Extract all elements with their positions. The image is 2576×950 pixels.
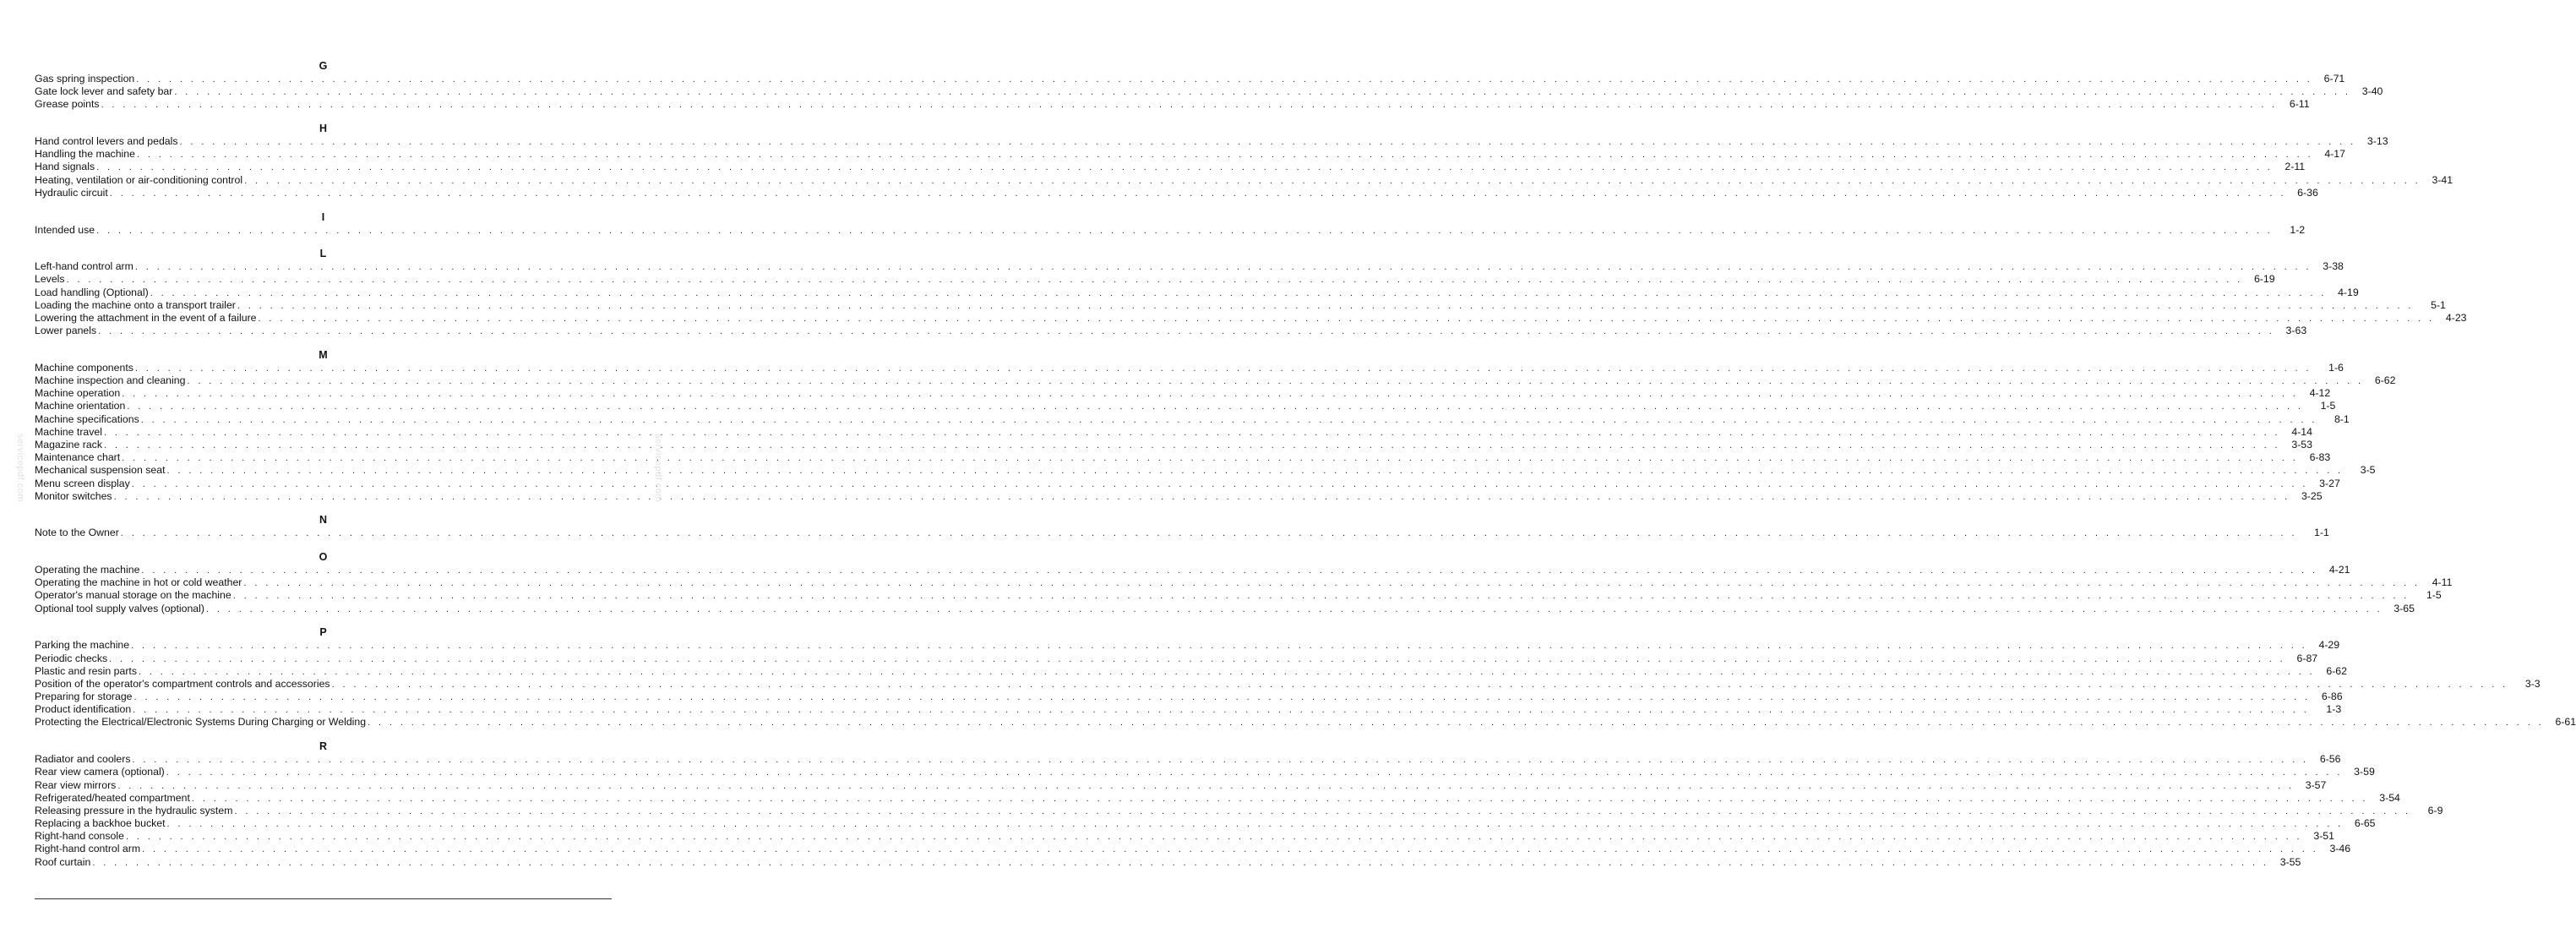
index-entry: [35, 753, 2341, 766]
entry-page-number: 6-56: [2319, 753, 2341, 766]
index-entry: [35, 589, 2442, 602]
entry-page-number: 1-6: [2328, 361, 2344, 374]
dot-leader: . . . . . . . . . . . . . . . . . . . . . . . . . . . . . . . . . . . . . . . . . . . . . . . . . . . . . . . . . . . . . . . . . . . . . . . . . . . . . . . . . . . . . . . . . . . . . . . . . . . . . . . . . . . . . . . . . . . . . . . . . . . . . . . . . . . . . . . . . . . . . . . . . . . . . . . . . . . . . . . . . . . . . . . . . . . . . . . . . . . . . . . . . . . . . . . . . . . . . . . .: [331, 679, 2508, 690]
index-entry: [35, 602, 2415, 615]
entry-label: Position of the operator's compartment controls and accessories: [35, 677, 330, 690]
dot-leader: . . . . . . . . . . . . . . . . . . . . . . . . . . . . . . . . . . . . . . . . . . . . . . . . . . . . . . . . . . . . . . . . . . . . . . . . . . . . . . . . . . . . . . . . . . . . . . . . . . . . . . . . . . . . . . . . . . . . . . . . . . . . . . . . . . . . . . . . . . . . . . . . . . . . . . . . . . . . . . . . . . . . . . . . . . . . . . . . . . . . . . . . . . . . . . . . . . . . . . . .: [141, 565, 2318, 576]
entry-page-number: 3-53: [2291, 438, 2312, 450]
entry-page-number: 3-55: [2279, 855, 2301, 868]
index-entry: [35, 716, 2576, 729]
section-letter: N: [319, 514, 328, 527]
index-entry: [35, 778, 2327, 792]
entry-page-number: 6-83: [2309, 451, 2331, 464]
entry-page-number: 6-86: [2321, 691, 2343, 703]
entry-page-number: 4-17: [2324, 148, 2345, 161]
entry-page-number: 6-36: [2297, 186, 2318, 199]
index-entry: [35, 438, 2312, 451]
entry-page-number: 3-54: [2379, 791, 2400, 804]
entry-label: Hydraulic circuit: [35, 186, 108, 199]
dot-leader: . . . . . . . . . . . . . . . . . . . . . . . . . . . . . . . . . . . . . . . . . . . . . . . . . . . . . . . . . . . . . . . . . . . . . . . . . . . . . . . . . . . . . . . . . . . . . . . . . . . . . . . . . . . . . . . . . . . . . . . . . . . . . . . . . . . . . . . . . . . . . . . . . . . . . . . . . . . . . . . . . . . . . . . . . . . . . . . . . . . . . . . . . . . . . . . . . . . . . . . .: [134, 262, 2312, 273]
dot-leader: . . . . . . . . . . . . . . . . . . . . . . . . . . . . . . . . . . . . . . . . . . . . . . . . . . . . . . . . . . . . . . . . . . . . . . . . . . . . . . . . . . . . . . . . . . . . . . . . . . . . . . . . . . . . . . . . . . . . . . . . . . . . . . . . . . . . . . . . . . . . . . . . . . . . . . . . . . . . . . . . . . . . . . . . . . . . . . . . . . . . . . . . . . . . . . . . . . . . . . . .: [243, 578, 2421, 589]
index-entry: [35, 387, 2331, 400]
index-entry: [35, 161, 2306, 173]
dot-leader: . . . . . . . . . . . . . . . . . . . . . . . . . . . . . . . . . . . . . . . . . . . . . . . . . . . . . . . . . . . . . . . . . . . . . . . . . . . . . . . . . . . . . . . . . . . . . . . . . . . . . . . . . . . . . . . . . . . . . . . . . . . . . . . . . . . . . . . . . . . . . . . . . . . . . . . . . . . . . . . . . . . . . . . . . . . . . . . . . . . . . . . . . . . . . . . . . . . . . . . .: [179, 137, 2356, 148]
index-entry: [35, 766, 2375, 778]
entry-label: Levels: [35, 273, 65, 286]
dot-leader: . . . . . . . . . . . . . . . . . . . . . . . . . . . . . . . . . . . . . . . . . . . . . . . . . . . . . . . . . . . . . . . . . . . . . . . . . . . . . . . . . . . . . . . . . . . . . . . . . . . . . . . . . . . . . . . . . . . . . . . . . . . . . . . . . . . . . . . . . . . . . . . . . . . . . . . . . . . . . . . . . . . . . . . . . . . . . . . . . . . . . . . . . . . . . . . . . . . . . . . .: [101, 100, 2278, 111]
entry-page-number: 5-1: [2431, 298, 2446, 311]
index-entry: [35, 652, 2318, 665]
section-gap: [35, 112, 612, 123]
index-entry: [35, 477, 2340, 490]
entry-page-number: 4-29: [2318, 639, 2340, 652]
entry-page-number: 1-5: [2320, 400, 2336, 412]
entry-label: Hand control levers and pedals: [35, 135, 178, 148]
entry-page-number: 3-40: [2361, 85, 2383, 98]
entry-label: Protecting the Electrical/Electronic Systems During Charging or Welding: [35, 716, 367, 729]
entry-page-number: 3-41: [2432, 173, 2453, 186]
index-section-n: [35, 514, 2329, 539]
entry-page-number: 1-5: [2426, 589, 2442, 602]
section-gap: [35, 337, 612, 349]
index-entry: [35, 703, 2342, 716]
entry-label: Roof curtain: [35, 855, 91, 868]
dot-leader: . . . . . . . . . . . . . . . . . . . . . . . . . . . . . . . . . . . . . . . . . . . . . . . . . . . . . . . . . . . . . . . . . . . . . . . . . . . . . . . . . . . . . . . . . . . . . . . . . . . . . . . . . . . . . . . . . . . . . . . . . . . . . . . . . . . . . . . . . . . . . . . . . . . . . . . . . . . . . . . . . . . . . . . . . . . . . . . . . . . . . . . . . . . . . . . . . . . . . . . .: [244, 175, 2421, 186]
section-gap: [35, 615, 612, 627]
entry-page-number: 1-2: [2290, 223, 2306, 236]
index-entry: [35, 564, 2350, 576]
entry-page-number: 6-11: [2289, 98, 2310, 111]
entry-label: Machine operation: [35, 387, 121, 400]
entry-label: Rear view mirrors: [35, 778, 117, 791]
entry-page-number: 3-3: [2524, 677, 2541, 690]
dot-leader: . . . . . . . . . . . . . . . . . . . . . . . . . . . . . . . . . . . . . . . . . . . . . . . . . . . . . . . . . . . . . . . . . . . . . . . . . . . . . . . . . . . . . . . . . . . . . . . . . . . . . . . . . . . . . . . . . . . . . . . . . . . . . . . . . . . . . . . . . . . . . . . . . . . . . . . . . . . . . . . . . . . . . . . . . . . . . . . . . . . . . . . . . . . . . . . . . . . . . . . .: [205, 603, 2383, 614]
dot-leader: . . . . . . . . . . . . . . . . . . . . . . . . . . . . . . . . . . . . . . . . . . . . . . . . . . . . . . . . . . . . . . . . . . . . . . . . . . . . . . . . . . . . . . . . . . . . . . . . . . . . . . . . . . . . . . . . . . . . . . . . . . . . . . . . . . . . . . . . . . . . . . . . . . . . . . . . . . . . . . . . . . . . . . . . . . . . . . . . . . . . . . . . . . . . . . . . . . . . . . . .: [96, 162, 2274, 173]
index-entry: [35, 311, 2467, 325]
section-gap: [35, 503, 612, 515]
entry-page-number: 6-9: [2427, 804, 2443, 816]
index-section-p: [35, 626, 2576, 729]
entry-label: Operator's manual storage on the machine: [35, 589, 231, 602]
dot-leader: . . . . . . . . . . . . . . . . . . . . . . . . . . . . . . . . . . . . . . . . . . . . . . . . . . . . . . . . . . . . . . . . . . . . . . . . . . . . . . . . . . . . . . . . . . . . . . . . . . . . . . . . . . . . . . . . . . . . . . . . . . . . . . . . . . . . . . . . . . . . . . . . . . . . . . . . . . . . . . . . . . . . . . . . . . . . . . . . . . . . . . . . . . . . . . . . . . . . . . . .: [122, 453, 2299, 464]
entry-label: Machine specifications: [35, 412, 139, 425]
index-entry: [35, 791, 2400, 805]
index-entry: [35, 830, 2334, 843]
entry-page-number: 3-27: [2319, 477, 2340, 489]
dot-leader: . . . . . . . . . . . . . . . . . . . . . . . . . . . . . . . . . . . . . . . . . . . . . . . . . . . . . . . . . . . . . . . . . . . . . . . . . . . . . . . . . . . . . . . . . . . . . . . . . . . . . . . . . . . . . . . . . . . . . . . . . . . . . . . . . . . . . . . . . . . . . . . . . . . . . . . . . . . . . . . . . . . . . . . . . . . . . . . . . . . . . . . . . . . . . . . . . . . . . . . .: [368, 718, 2545, 729]
section-letter: P: [319, 626, 327, 639]
entry-label: Replacing a backhoe bucket: [35, 817, 166, 830]
footer-rule: [35, 898, 612, 899]
entry-page-number: 6-19: [2253, 273, 2275, 286]
dot-leader: . . . . . . . . . . . . . . . . . . . . . . . . . . . . . . . . . . . . . . . . . . . . . . . . . . . . . . . . . . . . . . . . . . . . . . . . . . . . . . . . . . . . . . . . . . . . . . . . . . . . . . . . . . . . . . . . . . . . . . . . . . . . . . . . . . . . . . . . . . . . . . . . . . . . . . . . . . . . . . . . . . . . . . . . . . . . . . . . . . . . . . . . . . . . . . . . . . . . . . . .: [237, 300, 2414, 311]
index-entry: [35, 464, 2376, 477]
entry-label: Periodic checks: [35, 652, 108, 664]
dot-leader: . . . . . . . . . . . . . . . . . . . . . . . . . . . . . . . . . . . . . . . . . . . . . . . . . . . . . . . . . . . . . . . . . . . . . . . . . . . . . . . . . . . . . . . . . . . . . . . . . . . . . . . . . . . . . . . . . . . . . . . . . . . . . . . . . . . . . . . . . . . . . . . . . . . . . . . . . . . . . . . . . . . . . . . . . . . . . . . . . . . . . . . . . . . . . . . . . . . . . . . .: [150, 287, 2327, 298]
dot-leader: . . . . . . . . . . . . . . . . . . . . . . . . . . . . . . . . . . . . . . . . . . . . . . . . . . . . . . . . . . . . . . . . . . . . . . . . . . . . . . . . . . . . . . . . . . . . . . . . . . . . . . . . . . . . . . . . . . . . . . . . . . . . . . . . . . . . . . . . . . . . . . . . . . . . . . . . . . . . . . . . . . . . . . . . . . . . . . . . . . . . . . . . . . . . . . . . . . . . . . . .: [131, 641, 2308, 652]
entry-page-number: 6-65: [2354, 817, 2376, 830]
entry-page-number: 6-61: [2555, 716, 2576, 729]
entry-page-number: 4-11: [2432, 576, 2453, 589]
index-section-g: [35, 60, 2383, 112]
dot-leader: . . . . . . . . . . . . . . . . . . . . . . . . . . . . . . . . . . . . . . . . . . . . . . . . . . . . . . . . . . . . . . . . . . . . . . . . . . . . . . . . . . . . . . . . . . . . . . . . . . . . . . . . . . . . . . . . . . . . . . . . . . . . . . . . . . . . . . . . . . . . . . . . . . . . . . . . . . . . . . . . . . . . . . . . . . . . . . . . . . . . . . . . . . . . . . . . . . . . . . . .: [140, 414, 2317, 425]
entry-page-number: 8-1: [2334, 412, 2350, 425]
dot-leader: . . . . . . . . . . . . . . . . . . . . . . . . . . . . . . . . . . . . . . . . . . . . . . . . . . . . . . . . . . . . . . . . . . . . . . . . . . . . . . . . . . . . . . . . . . . . . . . . . . . . . . . . . . . . . . . . . . . . . . . . . . . . . . . . . . . . . . . . . . . . . . . . . . . . . . . . . . . . . . . . . . . . . . . . . . . . . . . . . . . . . . . . . . . . . . . . . . . . . . . .: [133, 692, 2311, 703]
index-entry: [35, 325, 2307, 337]
entry-page-number: 3-65: [2394, 602, 2415, 614]
section-letter: M: [319, 348, 328, 361]
entry-label: Machine components: [35, 361, 133, 374]
entry-page-number: 6-71: [2323, 73, 2345, 85]
section-letter: R: [319, 740, 328, 753]
entry-page-number: 4-21: [2328, 564, 2350, 576]
watermark-right: servicepdf.com: [653, 434, 663, 502]
section-gap: [35, 237, 612, 248]
entry-label: Note to the Owner: [35, 527, 119, 539]
index-entry: [35, 691, 2343, 703]
section-letter: L: [319, 248, 327, 260]
entry-page-number: 3-13: [2366, 135, 2388, 148]
entry-page-number: 1-3: [2326, 703, 2342, 716]
index-entry: [35, 451, 2331, 464]
index-entry: [35, 804, 2443, 817]
entry-label: Preparing for storage: [35, 691, 133, 703]
dot-leader: . . . . . . . . . . . . . . . . . . . . . . . . . . . . . . . . . . . . . . . . . . . . . . . . . . . . . . . . . . . . . . . . . . . . . . . . . . . . . . . . . . . . . . . . . . . . . . . . . . . . . . . . . . . . . . . . . . . . . . . . . . . . . . . . . . . . . . . . . . . . . . . . . . . . . . . . . . . . . . . . . . . . . . . . . . . . . . . . . . . . . . . . . . . . . . . . . . . . . . . .: [166, 767, 2343, 778]
dot-leader: . . . . . . . . . . . . . . . . . . . . . . . . . . . . . . . . . . . . . . . . . . . . . . . . . . . . . . . . . . . . . . . . . . . . . . . . . . . . . . . . . . . . . . . . . . . . . . . . . . . . . . . . . . . . . . . . . . . . . . . . . . . . . . . . . . . . . . . . . . . . . . . . . . . . . . . . . . . . . . . . . . . . . . . . . . . . . . . . . . . . . . . . . . . . . . . . . . . . . . . .: [125, 832, 2302, 843]
entry-page-number: 1-1: [2314, 527, 2329, 539]
section-letter: O: [319, 551, 328, 564]
entry-page-number: 3-57: [2305, 778, 2327, 791]
index-entry: [35, 400, 2336, 412]
entry-label: Maintenance chart: [35, 451, 121, 464]
index-entry: [35, 223, 2306, 237]
index-entry: [35, 85, 2383, 98]
dot-leader: . . . . . . . . . . . . . . . . . . . . . . . . . . . . . . . . . . . . . . . . . . . . . . . . . . . . . . . . . . . . . . . . . . . . . . . . . . . . . . . . . . . . . . . . . . . . . . . . . . . . . . . . . . . . . . . . . . . . . . . . . . . . . . . . . . . . . . . . . . . . . . . . . . . . . . . . . . . . . . . . . . . . . . . . . . . . . . . . . . . . . . . . . . . . . . . . . . . . . . . .: [187, 376, 2364, 386]
index-entry: [35, 817, 2376, 830]
index-section-i: [35, 210, 2306, 237]
index-entry: [35, 677, 2541, 691]
entry-label: Gate lock lever and safety bar: [35, 85, 173, 98]
section-gap: [35, 199, 612, 211]
entry-label: Load handling (Optional): [35, 286, 149, 298]
entry-label: Magazine rack: [35, 438, 102, 450]
dot-leader: . . . . . . . . . . . . . . . . . . . . . . . . . . . . . . . . . . . . . . . . . . . . . . . . . . . . . . . . . . . . . . . . . . . . . . . . . . . . . . . . . . . . . . . . . . . . . . . . . . . . . . . . . . . . . . . . . . . . . . . . . . . . . . . . . . . . . . . . . . . . . . . . . . . . . . . . . . . . . . . . . . . . . . . . . . . . . . . . . . . . . . . . . . . . . . . . . . . . . . . .: [127, 401, 2304, 412]
entry-label: Lower panels: [35, 325, 97, 337]
index-entry: [35, 98, 2310, 111]
index-entry: [35, 135, 2388, 148]
entry-page-number: 3-38: [2323, 260, 2344, 273]
dot-leader: . . . . . . . . . . . . . . . . . . . . . . . . . . . . . . . . . . . . . . . . . . . . . . . . . . . . . . . . . . . . . . . . . . . . . . . . . . . . . . . . . . . . . . . . . . . . . . . . . . . . . . . . . . . . . . . . . . . . . . . . . . . . . . . . . . . . . . . . . . . . . . . . . . . . . . . . . . . . . . . . . . . . . . . . . . . . . . . . . . . . . . . . . . . . . . . . . . . . . . . .: [142, 844, 2319, 855]
dot-leader: . . . . . . . . . . . . . . . . . . . . . . . . . . . . . . . . . . . . . . . . . . . . . . . . . . . . . . . . . . . . . . . . . . . . . . . . . . . . . . . . . . . . . . . . . . . . . . . . . . . . . . . . . . . . . . . . . . . . . . . . . . . . . . . . . . . . . . . . . . . . . . . . . . . . . . . . . . . . . . . . . . . . . . . . . . . . . . . . . . . . . . . . . . . . . . . . . . . . . . . .: [113, 491, 2290, 502]
index-entry: [35, 148, 2345, 161]
index-entry: [35, 489, 2323, 503]
entry-label: Releasing pressure in the hydraulic system: [35, 804, 233, 816]
entry-label: Heating, ventilation or air-conditioning control: [35, 173, 243, 186]
dot-leader: . . . . . . . . . . . . . . . . . . . . . . . . . . . . . . . . . . . . . . . . . . . . . . . . . . . . . . . . . . . . . . . . . . . . . . . . . . . . . . . . . . . . . . . . . . . . . . . . . . . . . . . . . . . . . . . . . . . . . . . . . . . . . . . . . . . . . . . . . . . . . . . . . . . . . . . . . . . . . . . . . . . . . . . . . . . . . . . . . . . . . . . . . . . . . . . . . . . . . . . .: [166, 466, 2344, 477]
dot-leader: . . . . . . . . . . . . . . . . . . . . . . . . . . . . . . . . . . . . . . . . . . . . . . . . . . . . . . . . . . . . . . . . . . . . . . . . . . . . . . . . . . . . . . . . . . . . . . . . . . . . . . . . . . . . . . . . . . . . . . . . . . . . . . . . . . . . . . . . . . . . . . . . . . . . . . . . . . . . . . . . . . . . . . . . . . . . . . . . . . . . . . . . . . . . . . . . . . . . . . . .: [191, 793, 2368, 804]
index-entry: [35, 639, 2340, 652]
dot-leader: . . . . . . . . . . . . . . . . . . . . . . . . . . . . . . . . . . . . . . . . . . . . . . . . . . . . . . . . . . . . . . . . . . . . . . . . . . . . . . . . . . . . . . . . . . . . . . . . . . . . . . . . . . . . . . . . . . . . . . . . . . . . . . . . . . . . . . . . . . . . . . . . . . . . . . . . . . . . . . . . . . . . . . . . . . . . . . . . . . . . . . . . . . . . . . . . . . . . . . . .: [131, 478, 2308, 489]
dot-leader: . . . . . . . . . . . . . . . . . . . . . . . . . . . . . . . . . . . . . . . . . . . . . . . . . . . . . . . . . . . . . . . . . . . . . . . . . . . . . . . . . . . . . . . . . . . . . . . . . . . . . . . . . . . . . . . . . . . . . . . . . . . . . . . . . . . . . . . . . . . . . . . . . . . . . . . . . . . . . . . . . . . . . . . . . . . . . . . . . . . . . . . . . . . . . . . . . . . . . . . .: [103, 427, 2280, 438]
entry-label: Plastic and resin parts: [35, 664, 137, 677]
entry-label: Right-hand console: [35, 830, 124, 843]
entry-label: Gas spring inspection: [35, 73, 135, 85]
index-entry: [35, 173, 2453, 187]
dot-leader: . . . . . . . . . . . . . . . . . . . . . . . . . . . . . . . . . . . . . . . . . . . . . . . . . . . . . . . . . . . . . . . . . . . . . . . . . . . . . . . . . . . . . . . . . . . . . . . . . . . . . . . . . . . . . . . . . . . . . . . . . . . . . . . . . . . . . . . . . . . . . . . . . . . . . . . . . . . . . . . . . . . . . . . . . . . . . . . . . . . . . . . . . . . . . . . . . . . . . . . .: [109, 188, 2286, 199]
entry-page-number: 3-63: [2285, 325, 2307, 337]
dot-leader: . . . . . . . . . . . . . . . . . . . . . . . . . . . . . . . . . . . . . . . . . . . . . . . . . . . . . . . . . . . . . . . . . . . . . . . . . . . . . . . . . . . . . . . . . . . . . . . . . . . . . . . . . . . . . . . . . . . . . . . . . . . . . . . . . . . . . . . . . . . . . . . . . . . . . . . . . . . . . . . . . . . . . . . . . . . . . . . . . . . . . . . . . . . . . . . . . . . . . . . .: [66, 275, 2243, 286]
entry-label: Product identification: [35, 703, 132, 716]
entry-page-number: 4-23: [2445, 311, 2467, 324]
entry-page-number: 6-62: [2326, 664, 2347, 677]
entry-label: Menu screen display: [35, 477, 130, 489]
entry-page-number: 3-46: [2329, 843, 2351, 855]
entry-page-number: 4-19: [2338, 286, 2359, 298]
dot-leader: . . . . . . . . . . . . . . . . . . . . . . . . . . . . . . . . . . . . . . . . . . . . . . . . . . . . . . . . . . . . . . . . . . . . . . . . . . . . . . . . . . . . . . . . . . . . . . . . . . . . . . . . . . . . . . . . . . . . . . . . . . . . . . . . . . . . . . . . . . . . . . . . . . . . . . . . . . . . . . . . . . . . . . . . . . . . . . . . . . . . . . . . . . . . . . . . . . . . . . . .: [120, 528, 2297, 539]
entry-label: Grease points: [35, 98, 100, 111]
entry-label: Monitor switches: [35, 489, 112, 502]
dot-leader: . . . . . . . . . . . . . . . . . . . . . . . . . . . . . . . . . . . . . . . . . . . . . . . . . . . . . . . . . . . . . . . . . . . . . . . . . . . . . . . . . . . . . . . . . . . . . . . . . . . . . . . . . . . . . . . . . . . . . . . . . . . . . . . . . . . . . . . . . . . . . . . . . . . . . . . . . . . . . . . . . . . . . . . . . . . . . . . . . . . . . . . . . . . . . . . . . . . . . . . .: [92, 857, 2269, 868]
index-entry: [35, 527, 2329, 539]
dot-leader: . . . . . . . . . . . . . . . . . . . . . . . . . . . . . . . . . . . . . . . . . . . . . . . . . . . . . . . . . . . . . . . . . . . . . . . . . . . . . . . . . . . . . . . . . . . . . . . . . . . . . . . . . . . . . . . . . . . . . . . . . . . . . . . . . . . . . . . . . . . . . . . . . . . . . . . . . . . . . . . . . . . . . . . . . . . . . . . . . . . . . . . . . . . . . . . . . . . . . . . .: [132, 755, 2309, 766]
section-gap: [35, 540, 612, 552]
entry-page-number: 3-59: [2354, 766, 2375, 778]
entry-label: Mechanical suspension seat: [35, 464, 166, 477]
index-entry: [35, 73, 2345, 85]
entry-label: Operating the machine: [35, 564, 140, 576]
dot-leader: . . . . . . . . . . . . . . . . . . . . . . . . . . . . . . . . . . . . . . . . . . . . . . . . . . . . . . . . . . . . . . . . . . . . . . . . . . . . . . . . . . . . . . . . . . . . . . . . . . . . . . . . . . . . . . . . . . . . . . . . . . . . . . . . . . . . . . . . . . . . . . . . . . . . . . . . . . . . . . . . . . . . . . . . . . . . . . . . . . . . . . . . . . . . . . . . . . . . . . . .: [98, 326, 2275, 337]
entry-label: Intended use: [35, 223, 95, 236]
entry-page-number: 4-14: [2291, 425, 2312, 438]
index-entry: [35, 843, 2351, 855]
entry-label: Right-hand control arm: [35, 843, 141, 855]
entry-label: Parking the machine: [35, 639, 130, 652]
section-letter: G: [319, 60, 328, 72]
entry-label: Radiator and coolers: [35, 753, 131, 766]
dot-leader: . . . . . . . . . . . . . . . . . . . . . . . . . . . . . . . . . . . . . . . . . . . . . . . . . . . . . . . . . . . . . . . . . . . . . . . . . . . . . . . . . . . . . . . . . . . . . . . . . . . . . . . . . . . . . . . . . . . . . . . . . . . . . . . . . . . . . . . . . . . . . . . . . . . . . . . . . . . . . . . . . . . . . . . . . . . . . . . . . . . . . . . . . . . . . . . . . . . . . . . .: [122, 389, 2299, 400]
watermark-left: servicepdf.com: [15, 434, 25, 502]
section-letter: I: [321, 210, 325, 223]
index-section-l: [35, 248, 2467, 337]
entry-page-number: 6-87: [2296, 652, 2318, 664]
entry-label: Hand signals: [35, 161, 95, 173]
entry-label: Loading the machine onto a transport trailer: [35, 298, 236, 311]
dot-leader: . . . . . . . . . . . . . . . . . . . . . . . . . . . . . . . . . . . . . . . . . . . . . . . . . . . . . . . . . . . . . . . . . . . . . . . . . . . . . . . . . . . . . . . . . . . . . . . . . . . . . . . . . . . . . . . . . . . . . . . . . . . . . . . . . . . . . . . . . . . . . . . . . . . . . . . . . . . . . . . . . . . . . . . . . . . . . . . . . . . . . . . . . . . . . . . . . . . . . . . .: [136, 150, 2313, 161]
entry-page-number: 3-25: [2301, 489, 2323, 502]
index-entry: [35, 412, 2350, 426]
dot-leader: . . . . . . . . . . . . . . . . . . . . . . . . . . . . . . . . . . . . . . . . . . . . . . . . . . . . . . . . . . . . . . . . . . . . . . . . . . . . . . . . . . . . . . . . . . . . . . . . . . . . . . . . . . . . . . . . . . . . . . . . . . . . . . . . . . . . . . . . . . . . . . . . . . . . . . . . . . . . . . . . . . . . . . . . . . . . . . . . . . . . . . . . . . . . . . . . . . . . . . . .: [96, 225, 2274, 236]
index-entry: [35, 855, 2301, 869]
section-gap: [35, 729, 612, 741]
index-entry: [35, 664, 2347, 678]
entry-label: Machine travel: [35, 425, 102, 438]
index-entry: [35, 298, 2446, 312]
entry-label: Optional tool supply valves (optional): [35, 602, 204, 614]
section-letter: H: [319, 123, 328, 135]
entry-label: Refrigerated/heated compartment: [35, 791, 190, 804]
index-entry: [35, 425, 2312, 439]
dot-leader: . . . . . . . . . . . . . . . . . . . . . . . . . . . . . . . . . . . . . . . . . . . . . . . . . . . . . . . . . . . . . . . . . . . . . . . . . . . . . . . . . . . . . . . . . . . . . . . . . . . . . . . . . . . . . . . . . . . . . . . . . . . . . . . . . . . . . . . . . . . . . . . . . . . . . . . . . . . . . . . . . . . . . . . . . . . . . . . . . . . . . . . . . . . . . . . . . . . . . . . .: [258, 313, 2435, 324]
entry-page-number: 4-12: [2309, 387, 2331, 400]
index-section-o: [35, 551, 2453, 615]
entry-page-number: 2-11: [2285, 161, 2306, 173]
entry-label: Operating the machine in hot or cold weather: [35, 576, 242, 589]
entry-page-number: 3-51: [2313, 830, 2334, 843]
dot-leader: . . . . . . . . . . . . . . . . . . . . . . . . . . . . . . . . . . . . . . . . . . . . . . . . . . . . . . . . . . . . . . . . . . . . . . . . . . . . . . . . . . . . . . . . . . . . . . . . . . . . . . . . . . . . . . . . . . . . . . . . . . . . . . . . . . . . . . . . . . . . . . . . . . . . . . . . . . . . . . . . . . . . . . . . . . . . . . . . . . . . . . . . . . . . . . . . . . . . . . . .: [138, 666, 2315, 677]
dot-leader: . . . . . . . . . . . . . . . . . . . . . . . . . . . . . . . . . . . . . . . . . . . . . . . . . . . . . . . . . . . . . . . . . . . . . . . . . . . . . . . . . . . . . . . . . . . . . . . . . . . . . . . . . . . . . . . . . . . . . . . . . . . . . . . . . . . . . . . . . . . . . . . . . . . . . . . . . . . . . . . . . . . . . . . . . . . . . . . . . . . . . . . . . . . . . . . . . . . . . . . .: [134, 363, 2312, 374]
dot-leader: . . . . . . . . . . . . . . . . . . . . . . . . . . . . . . . . . . . . . . . . . . . . . . . . . . . . . . . . . . . . . . . . . . . . . . . . . . . . . . . . . . . . . . . . . . . . . . . . . . . . . . . . . . . . . . . . . . . . . . . . . . . . . . . . . . . . . . . . . . . . . . . . . . . . . . . . . . . . . . . . . . . . . . . . . . . . . . . . . . . . . . . . . . . . . . . . . . . . . . . .: [174, 87, 2351, 98]
dot-leader: . . . . . . . . . . . . . . . . . . . . . . . . . . . . . . . . . . . . . . . . . . . . . . . . . . . . . . . . . . . . . . . . . . . . . . . . . . . . . . . . . . . . . . . . . . . . . . . . . . . . . . . . . . . . . . . . . . . . . . . . . . . . . . . . . . . . . . . . . . . . . . . . . . . . . . . . . . . . . . . . . . . . . . . . . . . . . . . . . . . . . . . . . . . . . . . . . . . . . . . .: [109, 653, 2286, 664]
entry-label: Handling the machine: [35, 148, 135, 161]
entry-label: Lowering the attachment in the event of a failure: [35, 311, 257, 324]
index-entry: [35, 186, 2318, 199]
index-entry: [35, 273, 2275, 286]
index-entry: [35, 286, 2359, 299]
index-entry: [35, 260, 2344, 273]
index-entry: [35, 576, 2453, 589]
entry-label: Machine orientation: [35, 400, 126, 412]
dot-leader: . . . . . . . . . . . . . . . . . . . . . . . . . . . . . . . . . . . . . . . . . . . . . . . . . . . . . . . . . . . . . . . . . . . . . . . . . . . . . . . . . . . . . . . . . . . . . . . . . . . . . . . . . . . . . . . . . . . . . . . . . . . . . . . . . . . . . . . . . . . . . . . . . . . . . . . . . . . . . . . . . . . . . . . . . . . . . . . . . . . . . . . . . . . . . . . . . . . . . . . .: [232, 591, 2410, 602]
dot-leader: . . . . . . . . . . . . . . . . . . . . . . . . . . . . . . . . . . . . . . . . . . . . . . . . . . . . . . . . . . . . . . . . . . . . . . . . . . . . . . . . . . . . . . . . . . . . . . . . . . . . . . . . . . . . . . . . . . . . . . . . . . . . . . . . . . . . . . . . . . . . . . . . . . . . . . . . . . . . . . . . . . . . . . . . . . . . . . . . . . . . . . . . . . . . . . . . . . . . . . . .: [136, 74, 2313, 85]
dot-leader: . . . . . . . . . . . . . . . . . . . . . . . . . . . . . . . . . . . . . . . . . . . . . . . . . . . . . . . . . . . . . . . . . . . . . . . . . . . . . . . . . . . . . . . . . . . . . . . . . . . . . . . . . . . . . . . . . . . . . . . . . . . . . . . . . . . . . . . . . . . . . . . . . . . . . . . . . . . . . . . . . . . . . . . . . . . . . . . . . . . . . . . . . . . . . . . . . . . . . . . .: [103, 440, 2280, 450]
index-section-r: [35, 740, 2443, 869]
entry-label: Machine inspection and cleaning: [35, 374, 186, 386]
dot-leader: . . . . . . . . . . . . . . . . . . . . . . . . . . . . . . . . . . . . . . . . . . . . . . . . . . . . . . . . . . . . . . . . . . . . . . . . . . . . . . . . . . . . . . . . . . . . . . . . . . . . . . . . . . . . . . . . . . . . . . . . . . . . . . . . . . . . . . . . . . . . . . . . . . . . . . . . . . . . . . . . . . . . . . . . . . . . . . . . . . . . . . . . . . . . . . . . . . . . . . . .: [234, 805, 2411, 816]
entry-label: Rear view camera (optional): [35, 766, 165, 778]
dot-leader: . . . . . . . . . . . . . . . . . . . . . . . . . . . . . . . . . . . . . . . . . . . . . . . . . . . . . . . . . . . . . . . . . . . . . . . . . . . . . . . . . . . . . . . . . . . . . . . . . . . . . . . . . . . . . . . . . . . . . . . . . . . . . . . . . . . . . . . . . . . . . . . . . . . . . . . . . . . . . . . . . . . . . . . . . . . . . . . . . . . . . . . . . . . . . . . . . . . . . . . .: [117, 780, 2295, 791]
index-entry: [35, 374, 2396, 387]
dot-leader: . . . . . . . . . . . . . . . . . . . . . . . . . . . . . . . . . . . . . . . . . . . . . . . . . . . . . . . . . . . . . . . . . . . . . . . . . . . . . . . . . . . . . . . . . . . . . . . . . . . . . . . . . . . . . . . . . . . . . . . . . . . . . . . . . . . . . . . . . . . . . . . . . . . . . . . . . . . . . . . . . . . . . . . . . . . . . . . . . . . . . . . . . . . . . . . . . . . . . . . .: [166, 819, 2344, 830]
index-section-h: [35, 123, 2453, 199]
entry-page-number: 6-62: [2374, 374, 2396, 386]
entry-page-number: 3-5: [2360, 464, 2376, 477]
index-entry: [35, 361, 2344, 374]
entry-label: Left-hand control arm: [35, 260, 133, 273]
dot-leader: . . . . . . . . . . . . . . . . . . . . . . . . . . . . . . . . . . . . . . . . . . . . . . . . . . . . . . . . . . . . . . . . . . . . . . . . . . . . . . . . . . . . . . . . . . . . . . . . . . . . . . . . . . . . . . . . . . . . . . . . . . . . . . . . . . . . . . . . . . . . . . . . . . . . . . . . . . . . . . . . . . . . . . . . . . . . . . . . . . . . . . . . . . . . . . . . . . . . . . . .: [133, 705, 2310, 716]
